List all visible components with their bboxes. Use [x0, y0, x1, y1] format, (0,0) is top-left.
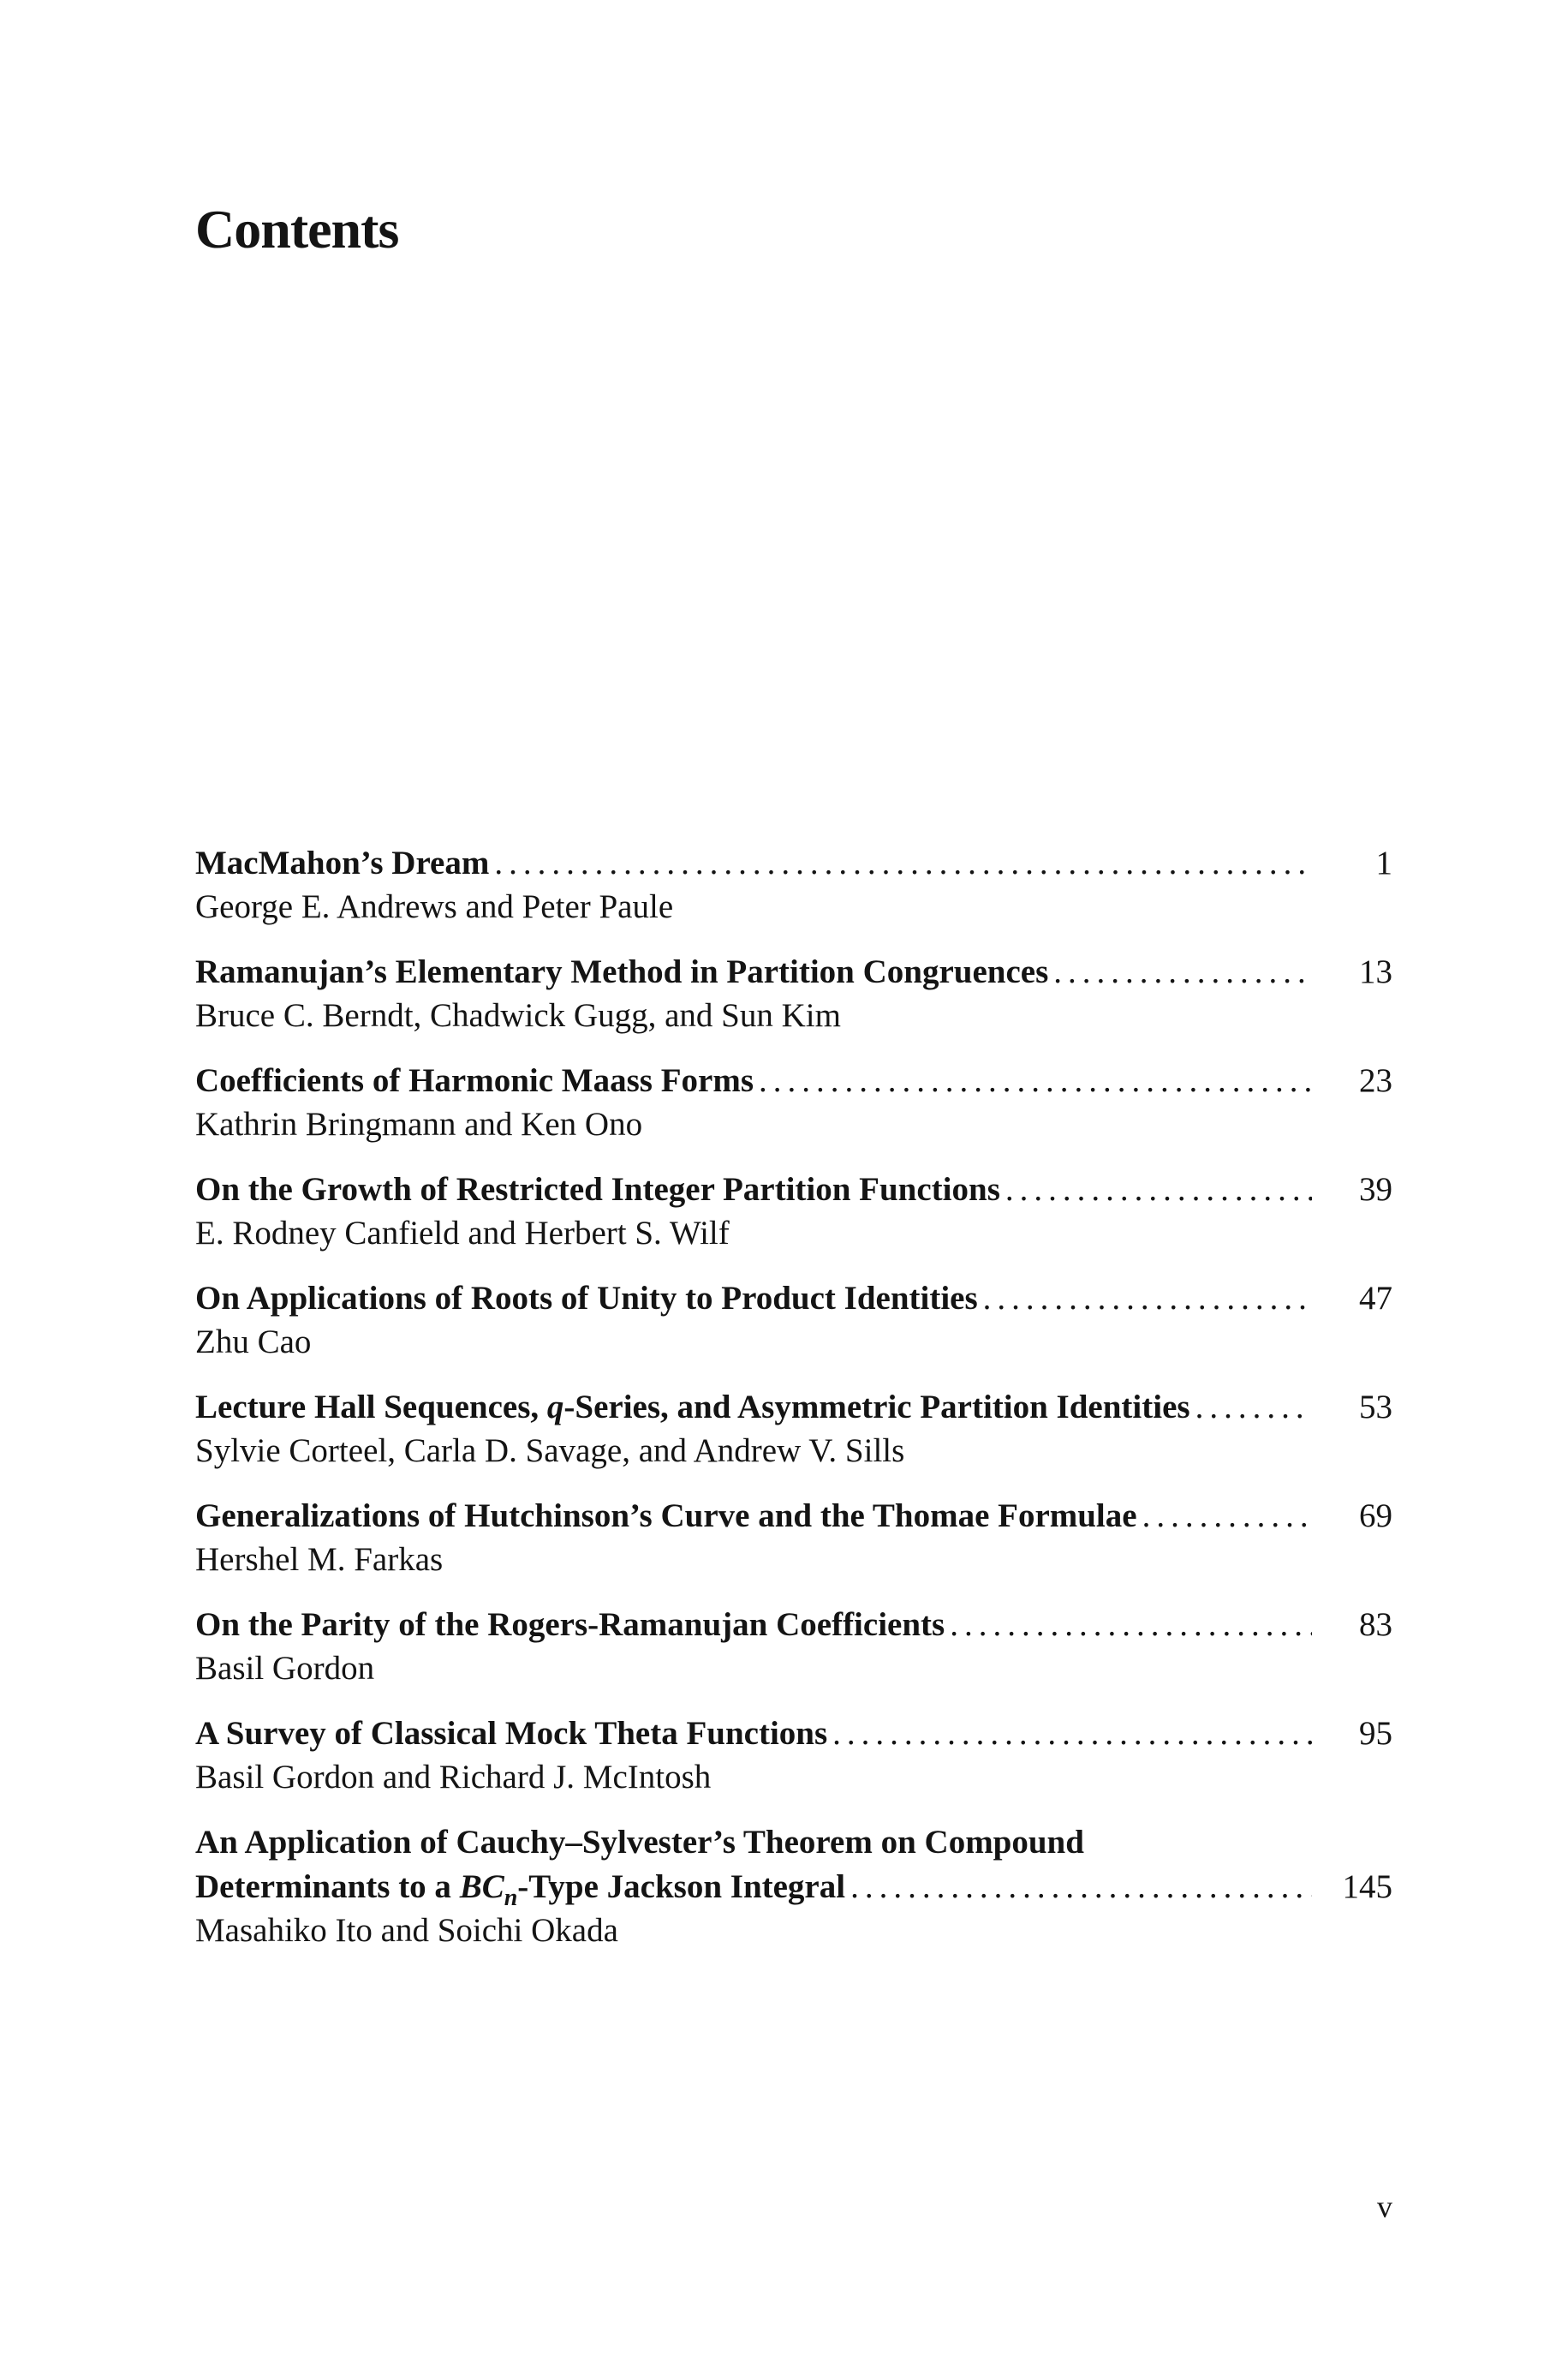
- toc-entry: [195, 1494, 1392, 1581]
- entry-page-number: 145: [1342, 1868, 1392, 1905]
- dot-leader: [759, 1059, 1312, 1103]
- dot-leader: [1053, 950, 1312, 995]
- entry-title[interactable]: On Applications of Roots of Unity to Product Identities: [195, 1280, 978, 1317]
- toc-entry: [195, 1168, 1392, 1255]
- toc-entry: [195, 1603, 1392, 1690]
- entry-title[interactable]: MacMahon’s Dream: [195, 845, 490, 881]
- toc-entry: [195, 1712, 1392, 1799]
- entry-page-number: 47: [1359, 1280, 1392, 1317]
- entry-title[interactable]: Coefficients of Harmonic Maass Forms: [195, 1062, 754, 1099]
- entry-page-number: 69: [1359, 1497, 1392, 1534]
- toc-entry: [195, 1385, 1392, 1473]
- toc-entry: [195, 1059, 1392, 1146]
- page-title: Contents: [195, 199, 399, 260]
- entry-authors: Sylvie Corteel, Carla D. Savage, and Andrew V. Sills: [195, 1432, 905, 1469]
- entry-title[interactable]: Generalizations of Hutchinson’s Curve and the Thomae Formulae: [195, 1497, 1137, 1534]
- toc-entry: [195, 1820, 1392, 1952]
- toc-entry: [195, 841, 1392, 929]
- entry-page-number: 95: [1359, 1715, 1392, 1752]
- entry-authors: Zhu Cao: [195, 1323, 312, 1360]
- entry-title[interactable]: Determinants to a $BC_n$-Type Jackson Integral: [195, 1868, 846, 1911]
- entry-authors: Masahiko Ito and Soichi Okada: [195, 1912, 618, 1949]
- dot-leader: [850, 1865, 1312, 1909]
- entry-authors: E. Rodney Canfield and Herbert S. Wilf: [195, 1215, 730, 1252]
- entry-authors: Basil Gordon: [195, 1650, 375, 1687]
- entry-title[interactable]: A Survey of Classical Mock Theta Functions: [195, 1715, 828, 1752]
- dot-leader: [950, 1603, 1312, 1647]
- page-number: v: [1377, 2190, 1392, 2224]
- entry-authors: Kathrin Bringmann and Ken Ono: [195, 1106, 643, 1143]
- entry-title[interactable]: On the Parity of the Rogers-Ramanujan Coefficients: [195, 1606, 945, 1643]
- entry-authors: Bruce C. Berndt, Chadwick Gugg, and Sun Kim: [195, 997, 841, 1034]
- dot-leader: [832, 1712, 1312, 1756]
- dot-leader: [1195, 1385, 1312, 1430]
- table-of-contents: [195, 841, 1392, 1974]
- dot-leader: [1005, 1168, 1312, 1212]
- entry-page-number: 53: [1359, 1389, 1392, 1425]
- entry-page-number: 39: [1359, 1171, 1392, 1208]
- entry-authors: George E. Andrews and Peter Paule: [195, 888, 674, 925]
- dot-leader: [494, 841, 1312, 886]
- entry-page-number: 13: [1359, 953, 1392, 990]
- toc-entry: [195, 1276, 1392, 1364]
- entry-authors: Hershel M. Farkas: [195, 1541, 444, 1578]
- entry-authors: Basil Gordon and Richard J. McIntosh: [195, 1759, 712, 1795]
- entry-title[interactable]: Lecture Hall Sequences, q-Series, and Asymmetric Partition Identities: [195, 1389, 1190, 1425]
- dot-leader: [1142, 1494, 1312, 1539]
- entry-page-number: 1: [1375, 845, 1392, 881]
- entry-title[interactable]: Ramanujan’s Elementary Method in Partition Congruences: [195, 953, 1049, 990]
- entry-title-line-1[interactable]: An Application of Cauchy–Sylvester’s Theorem on Compound: [195, 1824, 1084, 1861]
- toc-entry: [195, 950, 1392, 1037]
- entry-page-number: 23: [1359, 1062, 1392, 1099]
- entry-title[interactable]: On the Growth of Restricted Integer Partition Functions: [195, 1171, 1000, 1208]
- entry-page-number: 83: [1359, 1606, 1392, 1643]
- dot-leader: [983, 1276, 1312, 1321]
